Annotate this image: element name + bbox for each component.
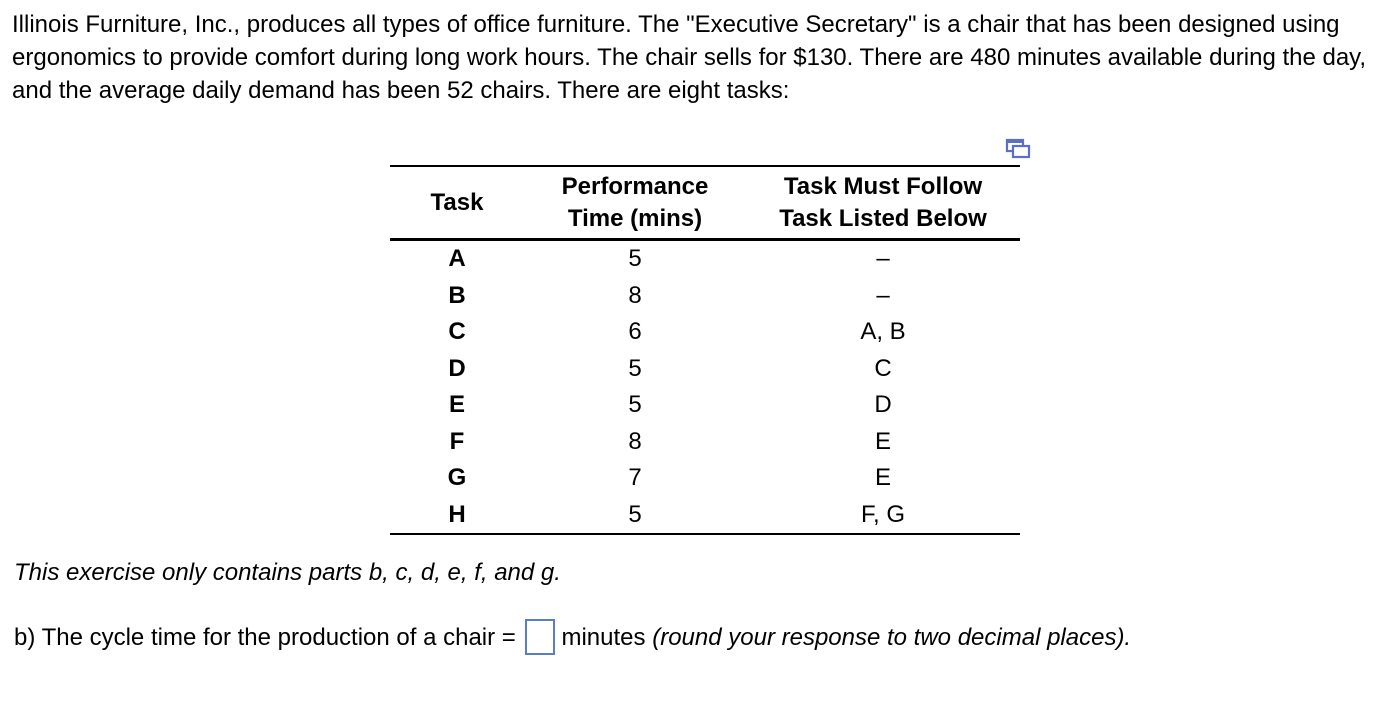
time-cell: 7	[628, 464, 642, 492]
header-performance-time: Performance Time (mins)	[524, 166, 746, 240]
time-cell: 8	[628, 427, 642, 455]
predecessor-cell: E	[874, 464, 891, 492]
predecessor-cell: –	[876, 281, 890, 309]
header-predecessor: Task Must Follow Task Listed Below	[746, 166, 1020, 240]
predecessor-cell: D	[874, 391, 892, 419]
predecessor-cell: C	[874, 354, 892, 382]
predecessor-cell: F, G	[746, 497, 1020, 535]
predecessor-cell: –	[876, 245, 890, 273]
table-row	[390, 387, 1020, 424]
table-header-row	[390, 166, 1020, 240]
task-cell: G	[447, 464, 467, 492]
predecessor-cell: A, B	[860, 318, 906, 346]
table-row	[390, 497, 1020, 535]
task-cell: C	[448, 318, 466, 346]
problem-statement: Illinois Furniture, Inc., produces all types of office furniture. The "Executive Secretary" is a chair that has been designed using ergonomics to provide comfort during long work hours. The chair sells for $130. There are 480 minutes available during the day, and the average daily demand has been 52 chairs. There are eight tasks:	[12, 11, 1367, 104]
question-b-unit: minutes	[561, 624, 646, 651]
predecessor-cell: E	[874, 427, 891, 455]
task-table	[390, 165, 1020, 535]
exercise-note: This exercise only contains parts b, c, d, e, f, and g.	[14, 559, 561, 586]
table-row	[390, 460, 1020, 497]
table-row	[390, 424, 1020, 461]
task-cell: A	[448, 245, 466, 273]
question-b-instruction: (round your response to two decimal places).	[652, 624, 1132, 651]
task-cell: F	[449, 427, 465, 455]
question-b-prompt: b) The cycle time for the production of a chair =	[14, 624, 516, 651]
cycle-time-answer-input[interactable]	[525, 619, 555, 655]
table-row	[390, 314, 1020, 351]
time-cell: 5	[628, 354, 642, 382]
task-cell: D	[448, 354, 466, 382]
copy-table-icon[interactable]	[1005, 138, 1031, 160]
time-cell: 6	[628, 318, 642, 346]
task-cell: B	[448, 281, 466, 309]
table-row	[390, 240, 1020, 278]
table-row	[390, 351, 1020, 388]
time-cell: 8	[628, 281, 642, 309]
table-row	[390, 278, 1020, 315]
time-cell: 5	[628, 245, 642, 273]
time-cell: 5	[524, 497, 746, 535]
time-cell: 5	[628, 391, 642, 419]
question-b	[14, 619, 1131, 657]
task-cell: E	[448, 391, 465, 419]
task-cell: H	[390, 497, 524, 535]
header-task: Task	[390, 166, 524, 240]
